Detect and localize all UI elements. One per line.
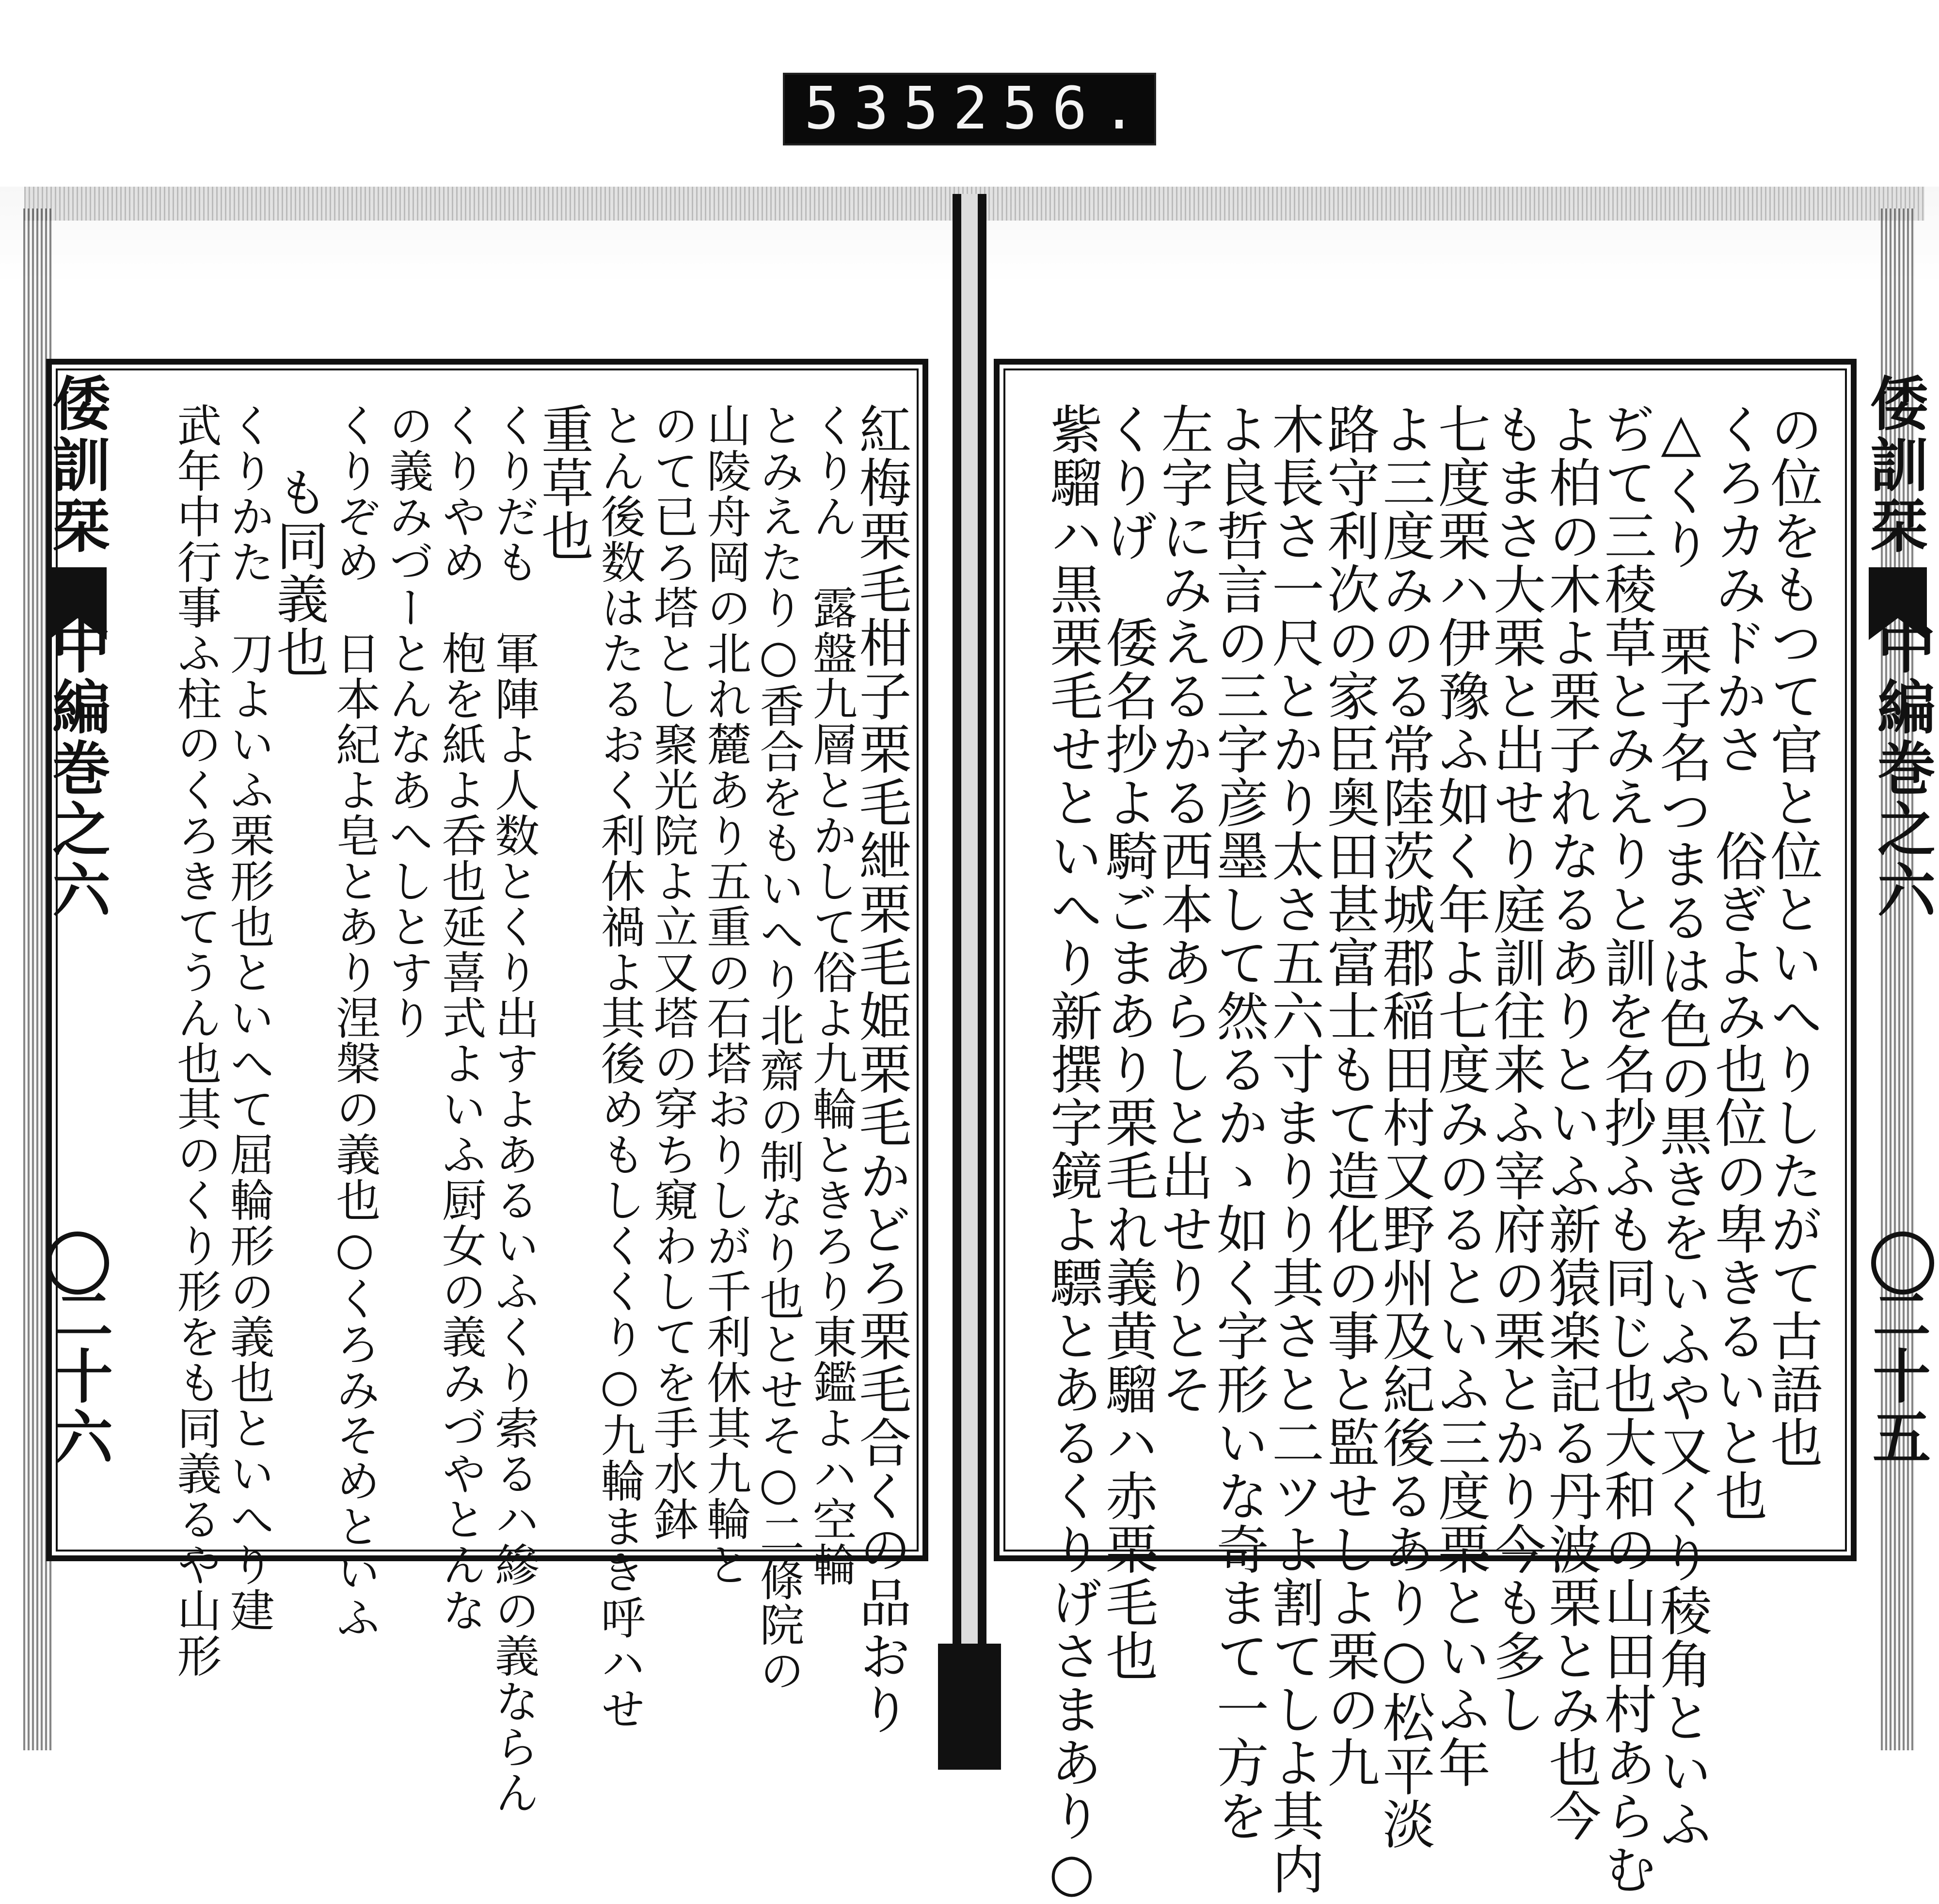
book-gutter — [953, 194, 986, 1770]
right-text-column: くりげ 倭名抄よ騎ごまあり栗毛れ義黄騮ハ赤栗毛也 — [1097, 402, 1158, 1682]
right-text-column: ぢて三稜草とみえりと訓を名抄ふも同じ也大和の山田村あらむ — [1595, 402, 1656, 1896]
right-margin-title: 倭訓栞 — [1860, 373, 1929, 557]
left-text-column: とみえたり○香合をもいへり北齋の制なり也とせそ○二條院の — [752, 402, 805, 1693]
right-text-column: の位をもつて官と位といへりしたがて古語也 — [1762, 402, 1822, 1469]
left-text-column: 紅梅栗毛柑子栗毛紲栗毛姫栗毛かどろ栗毛合くの品おり — [850, 402, 911, 1736]
left-margin-page-number: 二十六 — [45, 1285, 113, 1468]
right-text-column: 紫騮ハ黒栗毛せといへり新撰字鏡よ驃とあるくりげさまあり○ — [1041, 402, 1102, 1904]
left-margin-volume: 中編巻之六 — [43, 616, 111, 921]
right-margin-page-number: 二十五 — [1863, 1285, 1931, 1468]
right-text-column: くろカみドかさ 俗ぎよみ也位の卑きるいと也 — [1706, 402, 1767, 1522]
right-text-column: 木長さ一尺とかり太さ五六寸まりり其さと二ツよ割てしよ其内 — [1263, 402, 1324, 1896]
right-text-column: よ良哲言の三字彦墨して然るかゝ如く字形いな奇まて一方を — [1208, 402, 1269, 1842]
archive-number-label — [783, 73, 1156, 145]
left-text-column: 重草也 — [532, 402, 593, 562]
gutter-binding-shadow — [938, 1644, 1001, 1770]
left-text-column: とん後数はたるおく利休禍よ其後めもしくくり○九輪まき呼ハせ — [593, 402, 646, 1731]
right-text-column: 七度栗ハ伊豫ふ如く年よ七度みのるといふ三度栗といふ年 — [1429, 402, 1490, 1789]
archive-number-left: 535 — [804, 75, 953, 143]
right-margin-volume: 中編巻之六 — [1868, 616, 1936, 921]
left-text-column: くりぞめ 日本紀よ皂とあり涅槃の義也○くろみそめといふ — [329, 402, 381, 1640]
left-text-column: くりやめ 枹を紙よ呑也延喜式よいふ厨女の義みづやとんな — [434, 402, 487, 1633]
left-text-column: 山陵舟岡の北れ麓あり五重の石塔おりしが千利休其九輪と — [699, 402, 752, 1587]
left-margin-title: 倭訓栞 — [43, 373, 111, 557]
right-page-text — [1041, 402, 1822, 1904]
right-text-column: よ三度みのる常陸茨城郡稲田村又野州及紀後るあり○松平淡 — [1374, 402, 1435, 1851]
left-page-text — [165, 402, 911, 1815]
left-text-column: くりかた 刀よいふ栗形也といへて屈輪形の義也といへり建 — [223, 402, 275, 1633]
left-text-column: の義みづーとんなあへしとすり — [381, 402, 434, 1040]
right-text-column: 左字にみえるかる西本あらしと出せりとそ — [1152, 402, 1213, 1416]
right-text-column: 路守利次の家臣奥田甚富士もて造化の事と監せしよ栗の九 — [1318, 402, 1379, 1789]
left-text-column: くりだも 軍陣よ人数とくり出すよあるいふくり索るハ縿の義ならん — [488, 402, 540, 1815]
right-text-column: よ柏の木よ栗子れなるありといふ新猿楽記る丹波栗とみ也今 — [1540, 402, 1601, 1842]
left-text-column: くりん 露盤九層とかして俗よ九輪ときろり東鑑よハ空輪 — [805, 402, 858, 1587]
left-text-column: も同義也 — [267, 465, 328, 679]
archive-number-right: 256. — [953, 75, 1151, 143]
right-text-column: もまさ大栗と出せり庭訓往来ふ宰府の栗とかり今も多し — [1484, 402, 1545, 1736]
left-text-column: 武年中行事ふ柱のくろきてうん也其のくり形をも同義るや山形 — [170, 402, 222, 1679]
right-text-column: △くり 栗子名つまるは色の黒きをいふや又くり稜角といふ — [1651, 402, 1712, 1851]
left-text-column: のて已ろ塔とし聚光院よ立又塔の穿ち窺わしてを手水鉢 — [646, 402, 699, 1542]
